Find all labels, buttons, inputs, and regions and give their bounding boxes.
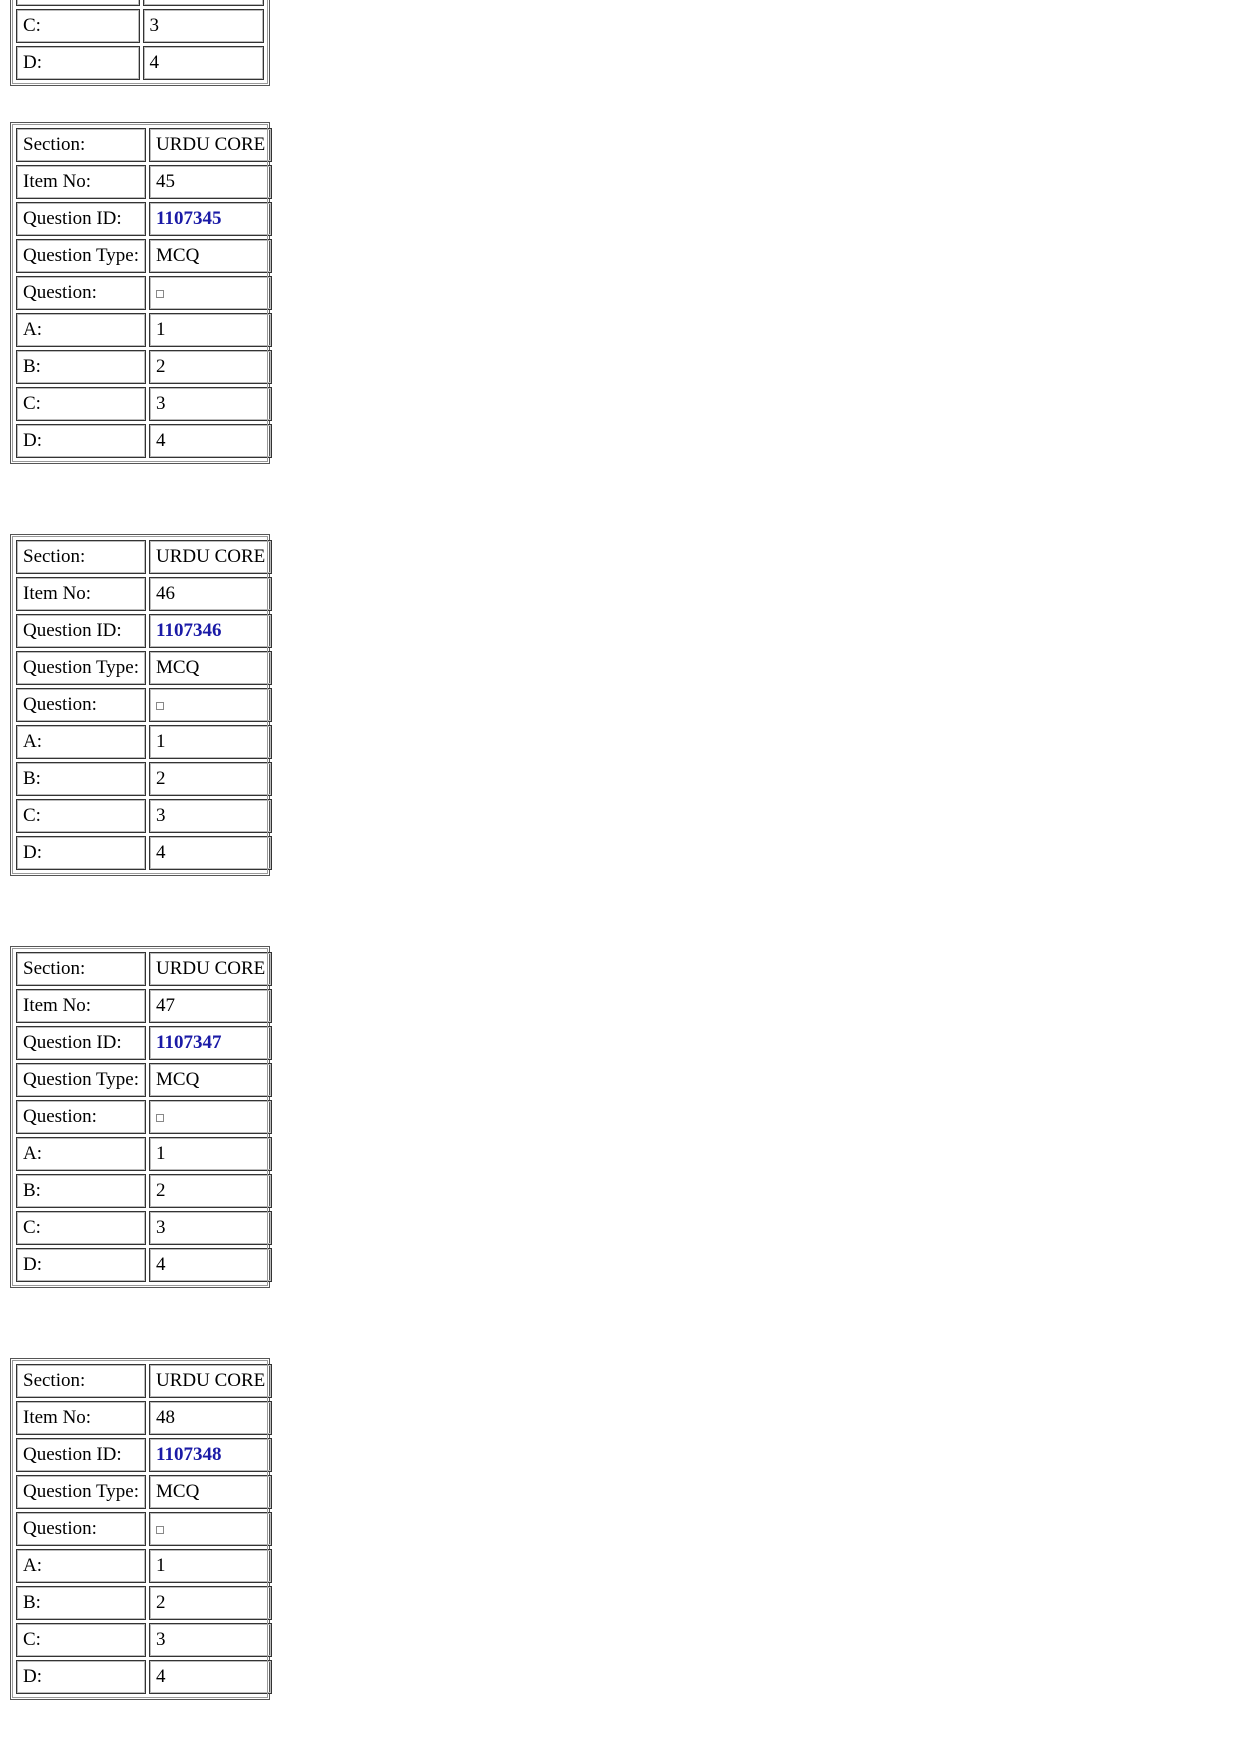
table-row <box>16 1586 272 1620</box>
label-section: Section: <box>16 540 146 574</box>
value-item-no: 46 <box>149 577 272 611</box>
table-row <box>16 614 272 648</box>
value-item-no: 48 <box>149 1401 272 1435</box>
question-table <box>10 946 270 1288</box>
value-option-d: 4 <box>149 1248 272 1282</box>
label-section: Section: <box>16 128 146 162</box>
value-question-id: 1107346 <box>149 614 272 648</box>
label-option-b: B: <box>16 1174 146 1208</box>
value-section: URDU CORE <box>149 128 272 162</box>
label-question-id: Question ID: <box>16 1026 146 1060</box>
table-row <box>16 651 272 685</box>
label-cell <box>16 0 140 6</box>
table-row <box>16 688 272 722</box>
value-question <box>149 276 272 310</box>
value-option-a: 1 <box>149 313 272 347</box>
table-row <box>16 762 272 796</box>
value-option-d: 4 <box>149 836 272 870</box>
label-question-type: Question Type: <box>16 651 146 685</box>
value-option-d: 4 <box>149 424 272 458</box>
table-row <box>16 165 272 199</box>
label-item-no: Item No: <box>16 1401 146 1435</box>
table-row <box>16 1438 272 1472</box>
table-row <box>16 1100 272 1134</box>
label-option-a: A: <box>16 725 146 759</box>
value-option-c: 3 <box>149 1211 272 1245</box>
value-question-type: MCQ <box>149 1475 272 1509</box>
value-option-b: 2 <box>149 762 272 796</box>
table-row <box>16 202 272 236</box>
missing-glyph-icon <box>156 290 164 298</box>
label-option-a: A: <box>16 1549 146 1583</box>
value-option-c: 3 <box>149 387 272 421</box>
table-row <box>16 540 272 574</box>
label-question: Question: <box>16 1512 146 1546</box>
label-option-c: C: <box>16 1623 146 1657</box>
label-question: Question: <box>16 1100 146 1134</box>
table-row <box>16 1248 272 1282</box>
table-row <box>16 0 264 6</box>
label-question-type: Question Type: <box>16 239 146 273</box>
value-question <box>149 1100 272 1134</box>
table-row <box>16 1401 272 1435</box>
label-section: Section: <box>16 1364 146 1398</box>
label-question-id: Question ID: <box>16 614 146 648</box>
table-row <box>16 952 272 986</box>
label-question: Question: <box>16 688 146 722</box>
missing-glyph-icon <box>156 1114 164 1122</box>
value-option-a: 1 <box>149 725 272 759</box>
value-option-d: 4 <box>149 1660 272 1694</box>
table-row <box>16 725 272 759</box>
label-question-id: Question ID: <box>16 1438 146 1472</box>
value-question <box>149 688 272 722</box>
label-option-a: A: <box>16 313 146 347</box>
value-question-type: MCQ <box>149 1063 272 1097</box>
table-row <box>16 1364 272 1398</box>
label-option-c: C: <box>16 799 146 833</box>
label-option-d: D: <box>16 424 146 458</box>
question-table <box>10 1358 270 1700</box>
label-item-no: Item No: <box>16 577 146 611</box>
table-row <box>16 1512 272 1546</box>
value-section: URDU CORE <box>149 952 272 986</box>
missing-glyph-icon <box>156 1526 164 1534</box>
label-option-b: B: <box>16 1586 146 1620</box>
question-table <box>10 534 270 876</box>
value-option-b: 2 <box>149 1174 272 1208</box>
label-option-d: D: <box>16 836 146 870</box>
value-option-b: 2 <box>149 1586 272 1620</box>
missing-glyph-icon <box>156 702 164 710</box>
label-question-type: Question Type: <box>16 1475 146 1509</box>
value-option-c: 3 <box>143 9 264 43</box>
label-question-id: Question ID: <box>16 202 146 236</box>
table-row <box>16 1211 272 1245</box>
label-question: Question: <box>16 276 146 310</box>
table-row <box>16 387 272 421</box>
value-section: URDU CORE <box>149 540 272 574</box>
table-row <box>16 313 272 347</box>
table-row <box>16 1063 272 1097</box>
table-row <box>16 1137 272 1171</box>
table-row <box>16 989 272 1023</box>
table-row <box>16 46 264 80</box>
table-row <box>16 276 272 310</box>
question-table <box>10 122 270 464</box>
value-item-no: 47 <box>149 989 272 1023</box>
table-row <box>16 1549 272 1583</box>
label-option-c: C: <box>16 387 146 421</box>
value-option-a: 1 <box>149 1137 272 1171</box>
table-row <box>16 1026 272 1060</box>
table-row <box>16 9 264 43</box>
table-row <box>16 799 272 833</box>
table-row <box>16 424 272 458</box>
value-option-c: 3 <box>149 1623 272 1657</box>
value-option-c: 3 <box>149 799 272 833</box>
table-row <box>16 1174 272 1208</box>
value-section: URDU CORE <box>149 1364 272 1398</box>
table-row <box>16 1475 272 1509</box>
table-row <box>16 836 272 870</box>
table-row <box>16 128 272 162</box>
table-row <box>16 350 272 384</box>
label-item-no: Item No: <box>16 989 146 1023</box>
label-question-type: Question Type: <box>16 1063 146 1097</box>
value-question <box>149 1512 272 1546</box>
label-option-c: C: <box>16 1211 146 1245</box>
value-question-id: 1107347 <box>149 1026 272 1060</box>
value-cell <box>143 0 264 6</box>
table-row <box>16 1660 272 1694</box>
value-question-type: MCQ <box>149 651 272 685</box>
value-item-no: 45 <box>149 165 272 199</box>
label-option-d: D: <box>16 46 140 80</box>
value-question-id: 1107345 <box>149 202 272 236</box>
label-option-c: C: <box>16 9 140 43</box>
label-option-a: A: <box>16 1137 146 1171</box>
label-option-d: D: <box>16 1248 146 1282</box>
table-row <box>16 577 272 611</box>
label-option-b: B: <box>16 350 146 384</box>
label-section: Section: <box>16 952 146 986</box>
label-option-b: B: <box>16 762 146 796</box>
value-question-type: MCQ <box>149 239 272 273</box>
value-option-a: 1 <box>149 1549 272 1583</box>
value-option-d: 4 <box>143 46 264 80</box>
label-item-no: Item No: <box>16 165 146 199</box>
value-option-b: 2 <box>149 350 272 384</box>
table-row <box>16 239 272 273</box>
question-table-partial <box>10 0 270 86</box>
table-row <box>16 1623 272 1657</box>
value-question-id: 1107348 <box>149 1438 272 1472</box>
label-option-d: D: <box>16 1660 146 1694</box>
